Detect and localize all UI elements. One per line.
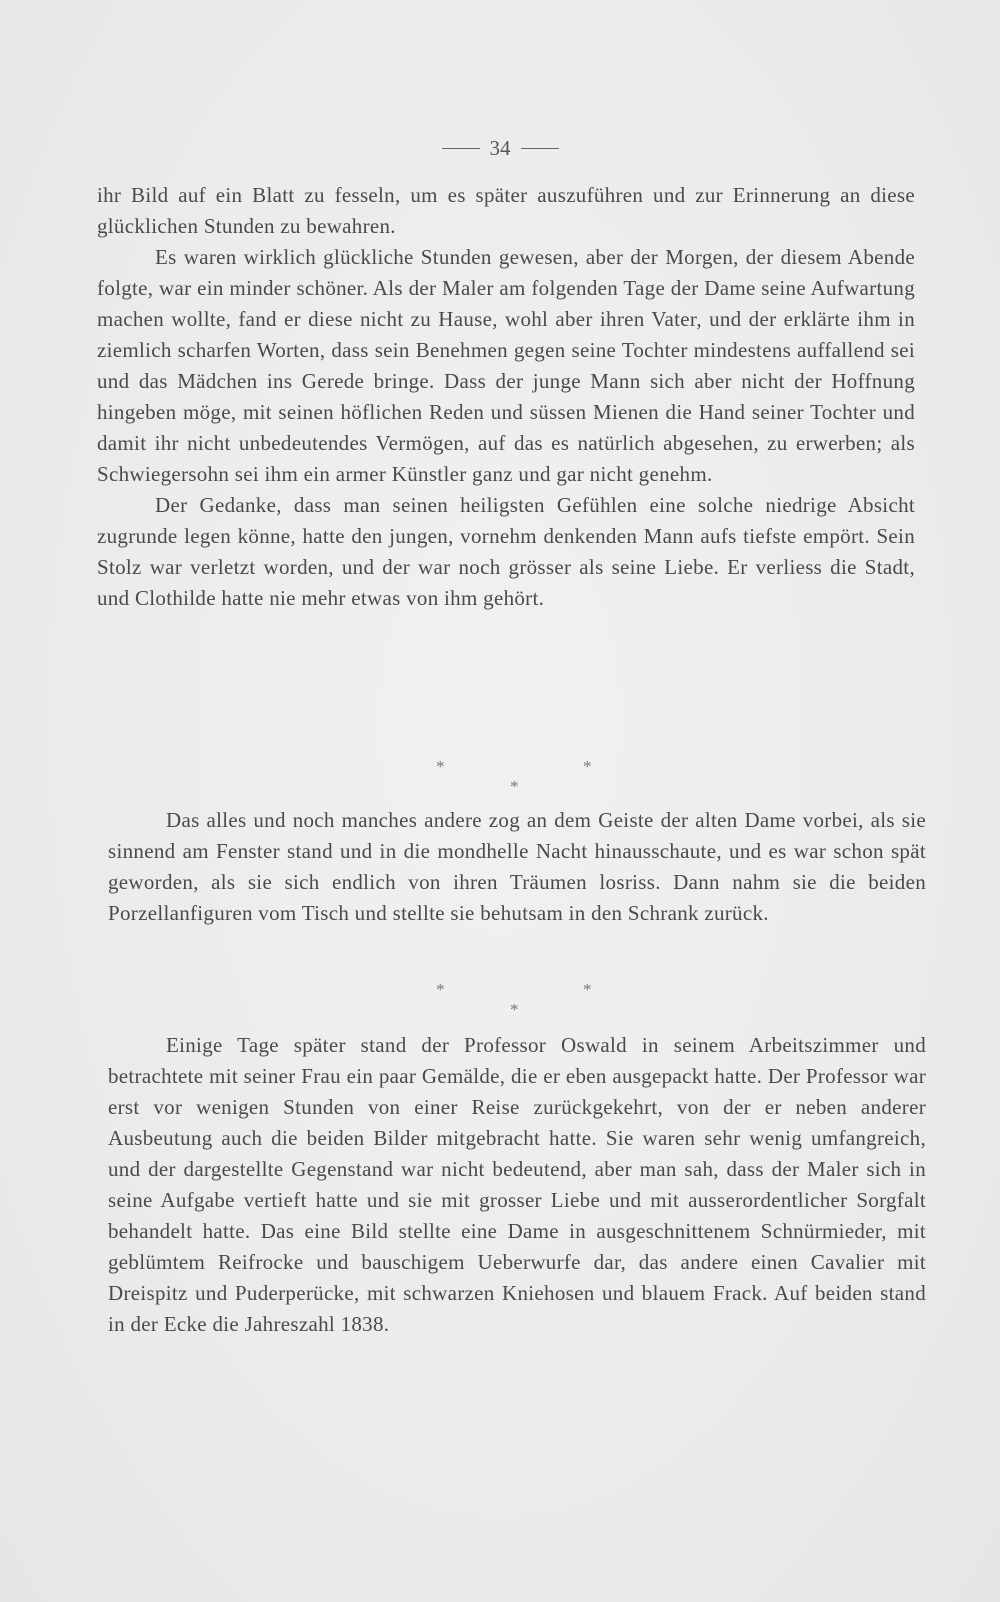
section-break-asterisks [0, 980, 1000, 1028]
paragraph: Einige Tage später stand der Professor Oswald in seinem Arbeitszimmer und betrachtete mit seiner Frau ein paar Gemälde, die er eben ausgepackt hatte. Der Professor war erst vor wenigen Stunden von einer Reise zurückgekehrt, von der er neben anderer Ausbeutung auch die beiden Bilder mitgebracht hatte. Sie waren sehr wenig umfangreich, und der dargestellte Gegenstand war nicht bedeutend, aber man sah, dass der Maler sich in seine Aufgabe vertieft hatte und sie mit grosser Liebe und mit ausserordentlicher Sorgfalt behandelt hatte. Das eine Bild stellte eine Dame in ausgeschnittenem Schnürmieder, mit geblümtem Reifrocke und bauschigem Ueberwurfe dar, das andere einen Cavalier mit Dreispitz und Puderperücke, mit schwarzen Kniehosen und blauem Frack. Auf beiden stand in der Ecke die Jahreszahl 1838. [108, 1033, 926, 1336]
asterisk: * [583, 980, 592, 999]
text-section-1 [97, 180, 915, 614]
right-ornament-dash [521, 148, 559, 149]
asterisk: * [510, 777, 519, 796]
left-ornament-dash [442, 148, 480, 149]
paragraph: Das alles und noch manches andere zog an dem Geiste der alten Dame vorbei, als sie sinnend am Fenster stand und in die mondhelle Nacht hinausschaute, und es war schon spät geworden, als sie sich endlich von ihren Träumen losriss. Dann nahm sie die beiden Porzellanfiguren vom Tisch und stellte sie behutsam in den Schrank zurück. [108, 808, 926, 925]
paragraph: Es waren wirklich glückliche Stunden gewesen, aber der Morgen, der diesem Abende folgte, war ein minder schöner. Als der Maler am folgenden Tage der Dame seine Aufwartung machen wollte, fand er diese nicht zu Hause, wohl aber ihren Vater, und der erklärte ihm in ziemlich scharfen Worten, dass sein Benehmen gegen seine Tochter mindestens auffallend sei und das Mädchen ins Gerede bringe. Dass der junge Mann sich aber nicht der Hoffnung hingeben möge, mit seinen höflichen Reden und süssen Mienen die Hand seiner Tochter und damit ihr nicht unbedeutendes Vermögen, auf das es natürlich abgesehen, zu erwerben; als Schwiegersohn sei ihm ein armer Künstler ganz und gar nicht genehm. [97, 245, 915, 486]
section-break-asterisks [0, 757, 1000, 805]
asterisk: * [583, 757, 592, 776]
page-number: 34 [489, 136, 511, 160]
asterisk: * [436, 980, 445, 999]
text-section-2 [108, 805, 926, 929]
page-header [0, 136, 1000, 161]
asterisk: * [436, 757, 445, 776]
text-section-3 [108, 1030, 926, 1340]
paragraph: Der Gedanke, dass man seinen heiligsten Gefühlen eine solche niedrige Absicht zugrunde legen könne, hatte den jungen, vornehm denkenden Mann aufs tiefste empört. Sein Stolz war verletzt worden, und der war noch grösser als seine Liebe. Er verliess die Stadt, und Clothilde hatte nie mehr etwas von ihm gehört. [97, 493, 915, 610]
asterisk: * [510, 1000, 519, 1019]
paragraph: ihr Bild auf ein Blatt zu fesseln, um es später auszuführen und zur Erinnerung an diese glücklichen Stunden zu bewahren. [97, 183, 915, 238]
